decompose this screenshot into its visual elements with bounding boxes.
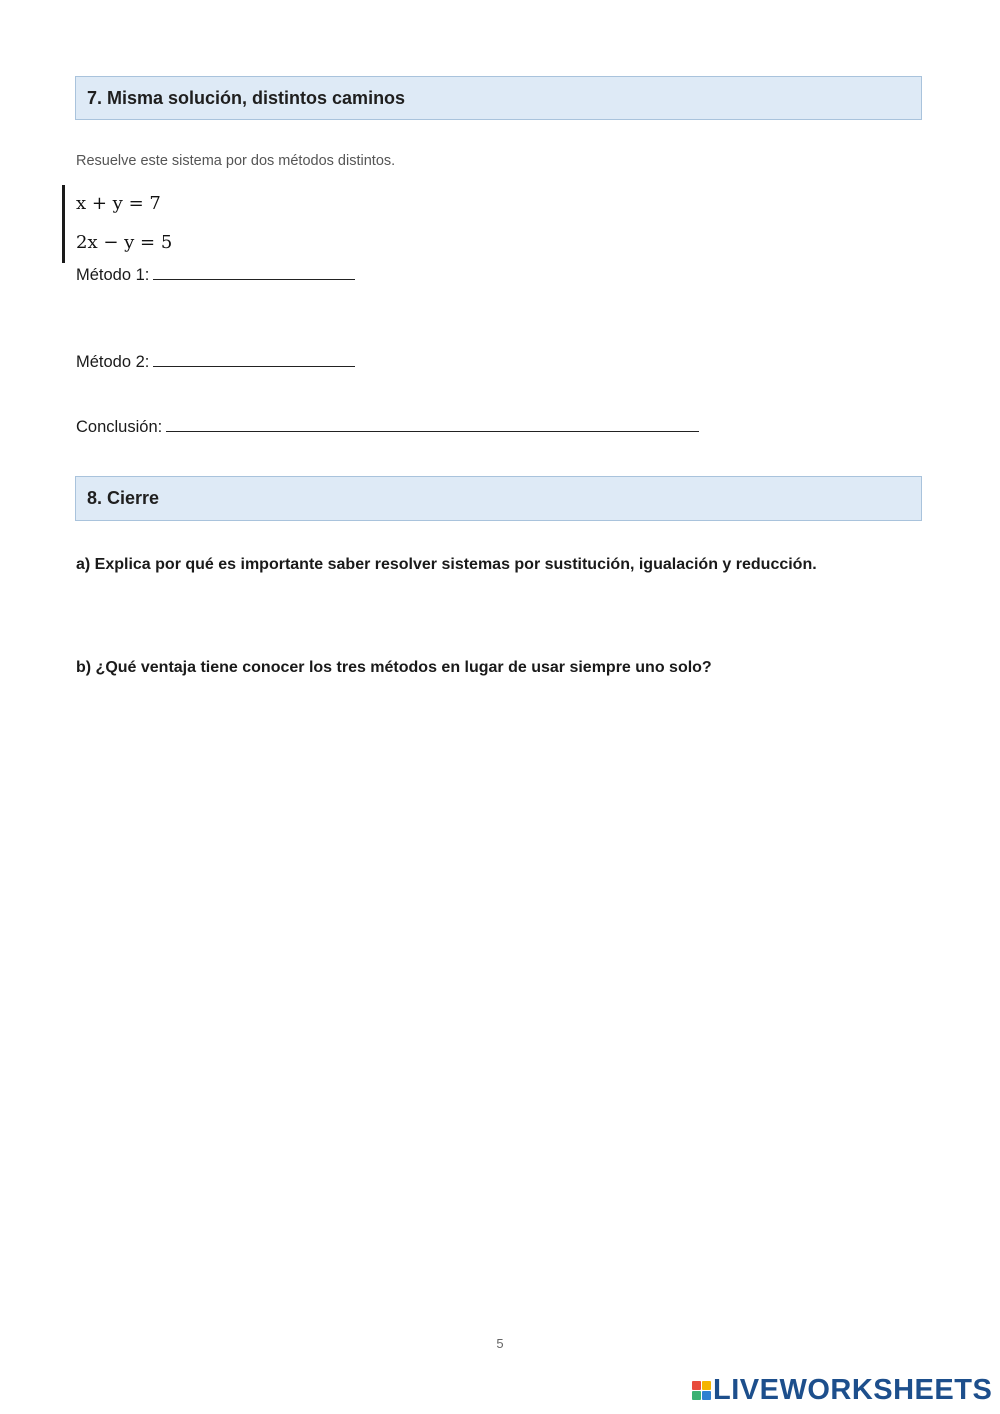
method-1-blank[interactable] [153, 265, 355, 280]
equation-1: x + y = 7 [76, 193, 161, 214]
section-7-instruction: Resuelve este sistema por dos métodos distintos. [76, 153, 396, 169]
question-a: a) Explica por qué es importante saber resolver sistemas por sustitución, igualación y reducción. [76, 556, 817, 573]
logo-square-2 [702, 1381, 711, 1390]
method-1-line [76, 265, 355, 285]
conclusion-label: Conclusión: [76, 418, 163, 436]
liveworksheets-brand-text: LIVEWORKSHEETS [713, 1374, 993, 1406]
conclusion-blank[interactable] [166, 417, 699, 432]
logo-square-4 [702, 1391, 711, 1400]
section-8-header [75, 476, 922, 521]
logo-square-3 [692, 1391, 701, 1400]
section-7-title: 7. Misma solución, distintos caminos [87, 87, 406, 108]
liveworksheets-logo [692, 1375, 992, 1405]
page-number: 5 [496, 1336, 504, 1351]
section-7-header [75, 76, 922, 120]
logo-square-1 [692, 1381, 701, 1390]
method-2-blank[interactable] [153, 352, 355, 367]
conclusion-line [76, 417, 699, 437]
equation-2: 2x − y = 5 [76, 232, 173, 253]
section-8-title: 8. Cierre [87, 488, 160, 508]
method-1-label: Método 1: [76, 266, 150, 284]
liveworksheets-logo-icon [692, 1381, 711, 1400]
method-2-label: Método 2: [76, 353, 150, 371]
question-b: b) ¿Qué ventaja tiene conocer los tres métodos en lugar de usar siempre uno solo? [76, 659, 712, 676]
equation-system-brace [62, 185, 65, 263]
method-2-line [76, 352, 355, 372]
